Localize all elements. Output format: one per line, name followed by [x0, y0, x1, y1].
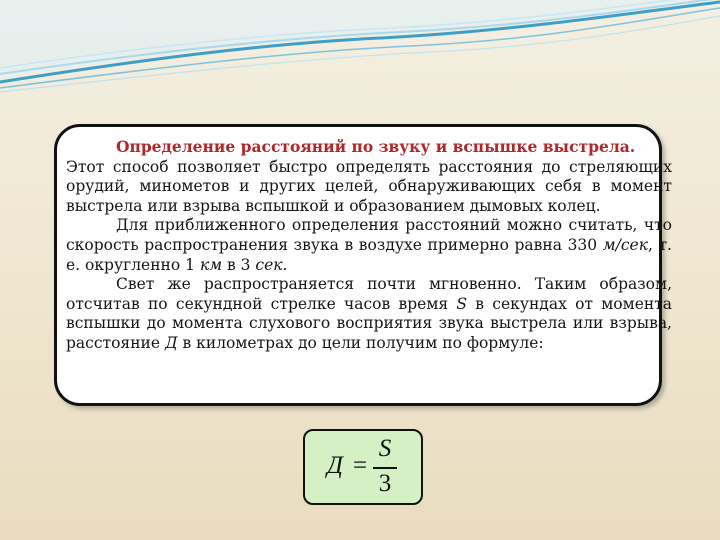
formula-lhs: Д — [327, 452, 343, 479]
formula-box — [303, 429, 423, 505]
paragraph-2 — [66, 216, 672, 275]
formula-denominator: 3 — [378, 470, 392, 497]
section-title: Определение расстояний по звуку и вспышке выстрела. — [116, 137, 636, 156]
paragraph-2-text-b: , т. е. округленно 1 — [66, 235, 672, 274]
variable-d: Д — [164, 333, 178, 352]
title-paragraph — [66, 137, 672, 158]
paragraph-3-text-a: Свет же распространяется почти мгновенно. Таким образом, отсчитав по секундной стрелке часов время — [66, 275, 672, 313]
unit-speed: м/сек — [602, 235, 648, 254]
paragraph-1: Этот способ позволяет быстро определять расстояния до стреляющих орудий, минометов и других целей, обнаруживающих себя в момент выстрела или взрыва вспышкой и образованием дымовых колец. — [66, 157, 672, 215]
body-text — [66, 137, 672, 354]
paragraph-3-text-b: в секундах от момента вспышки до момента слухового восприятия звука выстрела или взрыва, расстояние — [66, 294, 673, 352]
formula-numerator: S — [378, 435, 392, 462]
formula-equals: = — [353, 452, 368, 479]
paragraph-3-text-c: в километрах до цели получим по формуле: — [177, 333, 544, 352]
unit-km: км — [199, 255, 223, 274]
formula — [305, 431, 421, 503]
paragraph-3 — [66, 275, 672, 353]
paragraph-2-text-c: в 3 — [222, 255, 256, 274]
unit-sec: сек. — [255, 255, 288, 274]
fraction-bar — [373, 467, 397, 469]
paragraph-2-text-a: Для приближенного определения расстояний можно считать, что скорость распространения звука в воздухе примерно равна 330 — [66, 216, 672, 254]
variable-s: S — [456, 294, 468, 313]
decorative-waves — [0, 0, 720, 95]
